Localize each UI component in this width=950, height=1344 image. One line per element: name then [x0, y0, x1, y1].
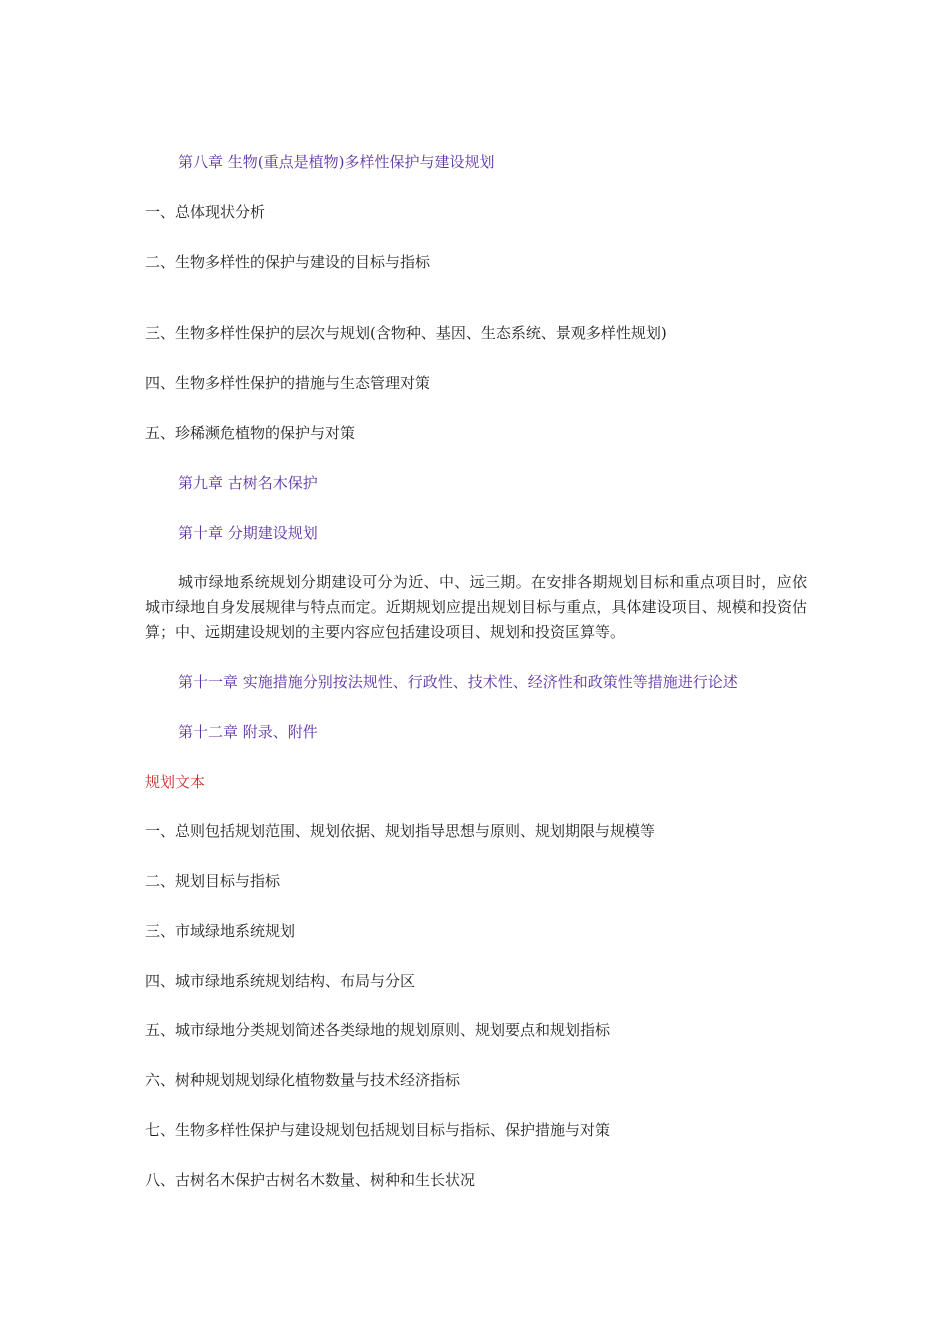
- planning-text-item-6: 六、树种规划规划绿化植物数量与技术经济指标: [145, 1071, 461, 1089]
- planning-text-item-1: 一、总则包括规划范围、规划依据、规划指导思想与原则、规划期限与规模等: [145, 822, 656, 840]
- chapter-8-heading: 第八章 生物(重点是植物)多样性保护与建设规划: [178, 153, 495, 171]
- chapter-8-item-3: 三、生物多样性保护的层次与规划(含物种、基因、生态系统、景观多样性规划): [145, 324, 667, 342]
- planning-text-heading: 规划文本: [145, 773, 206, 791]
- chapter-8-item-4: 四、生物多样性保护的措施与生态管理对策: [145, 374, 431, 392]
- chapter-11-heading: 第十一章 实施措施分别按法规性、行政性、技术性、经济性和政策性等措施进行论述: [178, 673, 738, 691]
- planning-text-item-3: 三、市域绿地系统规划: [145, 922, 296, 940]
- planning-text-item-7: 七、生物多样性保护与建设规划包括规划目标与指标、保护措施与对策: [145, 1121, 611, 1139]
- chapter-8-item-1: 一、总体现状分析: [145, 203, 266, 221]
- planning-text-item-8: 八、古树名木保护古树名木数量、树种和生长状况: [145, 1171, 476, 1189]
- planning-text-item-2: 二、规划目标与指标: [145, 872, 281, 890]
- planning-text-item-5: 五、城市绿地分类规划简述各类绿地的规划原则、规划要点和规划指标: [145, 1021, 611, 1039]
- chapter-8-item-5: 五、珍稀濒危植物的保护与对策: [145, 424, 356, 442]
- planning-text-item-4: 四、城市绿地系统规划结构、布局与分区: [145, 972, 416, 990]
- chapter-10-paragraph: 城市绿地系统规划分期建设可分为近、中、远三期。在安排各期规划目标和重点项目时，应依城市绿地自身发展规律与特点而定。近期规划应提出规划目标与重点，具体建设项目、规模和投资估算；中、远期建设规划的主要内容应包括建设项目、规划和投资匡算等。: [145, 573, 807, 641]
- chapter-9-heading: 第九章 古树名木保护: [178, 474, 318, 492]
- chapter-10-heading: 第十章 分期建设规划: [178, 524, 318, 542]
- chapter-8-item-2: 二、生物多样性的保护与建设的目标与指标: [145, 253, 431, 271]
- chapter-12-heading: 第十二章 附录、附件: [178, 723, 318, 741]
